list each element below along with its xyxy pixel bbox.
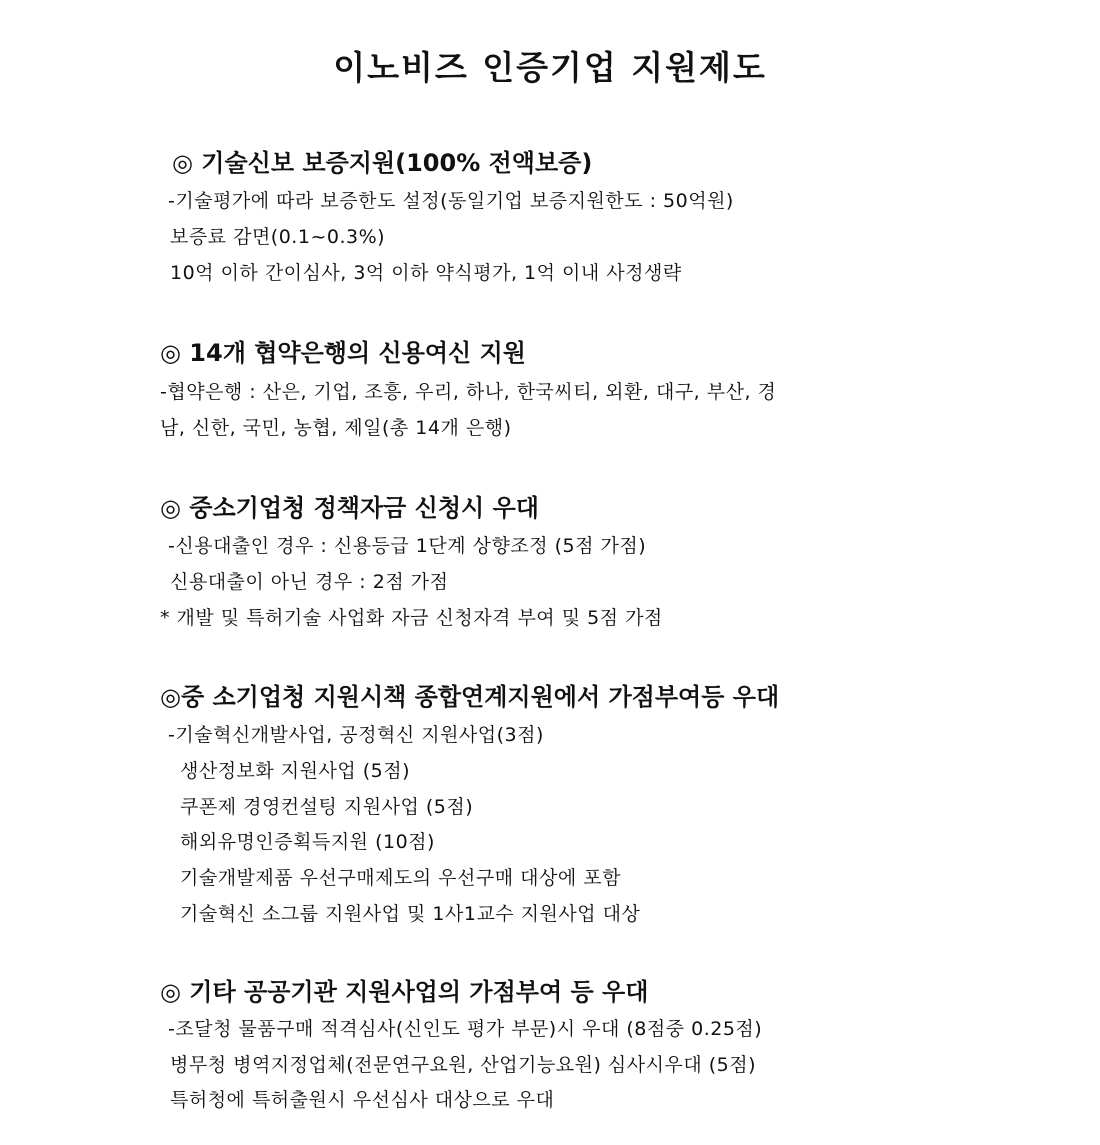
section-line: 기술개발제품 우선구매제도의 우선구매 대상에 포함 xyxy=(180,867,621,889)
section-heading-policy-funds: ◎ 중소기업청 정책자금 신청시 우대 xyxy=(160,494,539,522)
section-line: 보증료 감면(0.1~0.3%) xyxy=(170,226,386,248)
section-line: 해외유명인증획득지원 (10점) xyxy=(180,831,435,853)
section-line: -기술혁신개발사업, 공정혁신 지원사업(3점) xyxy=(168,724,544,746)
section-heading-partner-banks: ◎ 14개 협약은행의 신용여신 지원 xyxy=(160,339,526,367)
section-line: -조달청 물품구매 적격심사(신인도 평가 부문)시 우대 (8점중 0.25점) xyxy=(168,1018,763,1040)
section-line: 병무청 병역지정업체(전문연구요원, 산업기능요원) 심사시우대 (5점) xyxy=(170,1054,756,1076)
section-line: 특허청에 특허출원시 우선심사 대상으로 우대 xyxy=(170,1089,555,1111)
section-line: * 개발 및 특허기술 사업화 자금 신청자격 부여 및 5점 가점 xyxy=(160,607,663,629)
section-line: -기술평가에 따라 보증한도 설정(동일기업 보증지원한도 : 50억원) xyxy=(168,190,734,212)
section-line: 신용대출이 아닌 경우 : 2점 가점 xyxy=(170,571,449,593)
section-line: 남, 신한, 국민, 농협, 제일(총 14개 은행) xyxy=(160,417,512,439)
section-line: 생산정보화 지원사업 (5점) xyxy=(180,760,411,782)
section-line: -신용대출인 경우 : 신용등급 1단계 상향조정 (5점 가점) xyxy=(168,535,647,557)
section-heading-credit-guarantee: ◎ 기술신보 보증지원(100% 전액보증) xyxy=(172,149,593,177)
section-line: 10억 이하 간이심사, 3억 이하 약식평가, 1억 이내 사정생략 xyxy=(170,262,682,284)
section-line: 기술혁신 소그룹 지원사업 및 1사1교수 지원사업 대상 xyxy=(180,903,641,925)
section-line: -협약은행 : 산은, 기업, 조흥, 우리, 하나, 한국씨티, 외환, 대구, 부산, 경 xyxy=(160,381,777,403)
section-line: 쿠폰제 경영컨설팅 지원사업 (5점) xyxy=(180,796,474,818)
page-title: 이노비즈 인증기업 지원제도 xyxy=(333,48,767,87)
section-heading-public-agencies: ◎ 기타 공공기관 지원사업의 가점부여 등 우대 xyxy=(160,978,649,1006)
section-heading-integrated-support: ◎중 소기업청 지원시책 종합연계지원에서 가점부여등 우대 xyxy=(160,683,780,711)
